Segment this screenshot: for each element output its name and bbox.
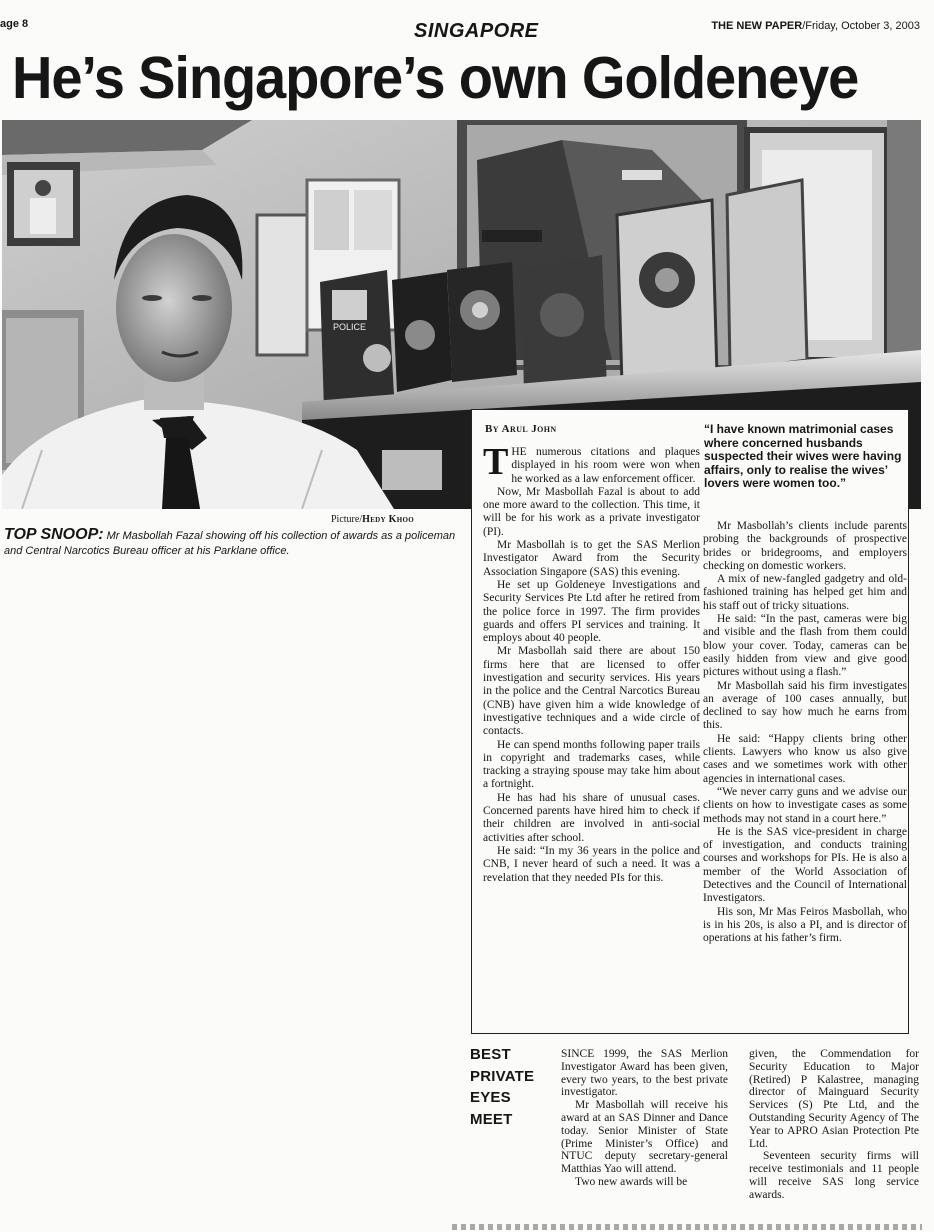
- sidebar-paragraph: Seventeen security firms will receive testimonials and 11 people will receive SAS long service awards.: [749, 1150, 919, 1201]
- article-paragraph: He has had his share of unusual cases. Concerned parents have hired him to check if their children are involved in anti-social activities after school.: [483, 791, 700, 844]
- footer-rule: [452, 1224, 922, 1230]
- article-column-2: [703, 520, 907, 946]
- sidebar-title-line: BEST: [470, 1046, 511, 1063]
- sidebar-paragraph: Mr Masbollah will receive his award at an SAS Dinner and Dance today. Senior Minister of State (Prime Minister’s Office) and NTUC deputy secretary-general Matthias Yao will attend.: [561, 1099, 728, 1176]
- article-paragraph: Mr Masbollah said there are about 150 firms here that are licensed to offer investigation and security services. His years in the police and the Central Narcotics Bureau (CNB) have given him a wide knowledge of investigative techniques and a wide circle of contacts.: [483, 645, 700, 738]
- section-label: SINGAPORE: [414, 20, 539, 42]
- article-column-1: [483, 441, 700, 885]
- article-paragraph: Mr Masbollah said his firm investigates an average of 100 cases annually, but declined to say how much he earns from this.: [703, 679, 907, 732]
- photo-credit-name: Hedy Khoo: [362, 514, 414, 525]
- caption-text: Mr Masbollah Fazal showing off his collection of awards as a policeman and Central Narcotics Bureau officer at his Parklane office.: [4, 530, 456, 557]
- plaque-text: POLICE: [333, 322, 367, 332]
- sidebar-title: [470, 1044, 550, 1130]
- sidebar-paragraph: SINCE 1999, the SAS Merlion Investigator Award has been given, every two years, to the best private investigator.: [561, 1048, 728, 1099]
- article-paragraph: He said: “Happy clients bring other clients. Lawyers who know us also give cases and we sometimes work with other agencies in international cases.: [703, 732, 907, 785]
- article-paragraph: Now, Mr Masbollah Fazal is about to add one more award to the collection. This time, it will be for his work as a private investigator (PI).: [483, 485, 700, 538]
- article-paragraph: “We never carry guns and we advise our clients on how to investigate cases as some methods may not stand in a court here.”: [703, 785, 907, 825]
- pull-quote: “I have known matrimonial cases where concerned husbands suspected their wives were having affairs, only to realise the wives’ lovers were women too.”: [704, 422, 902, 490]
- caption-lead: TOP SNOOP:: [4, 526, 104, 543]
- article-paragraph: He said: “In the past, cameras were big and visible and the flash from them could blow your cover. Today, cameras can be easily hidden from view and give good pictures without using a flash.”: [703, 613, 907, 679]
- article-paragraph: A mix of new-fangled gadgetry and old-fashioned training has helped get him and his staff out of tricky situations.: [703, 573, 907, 612]
- article-paragraph: Mr Masbollah is to get the SAS Merlion Investigator Award from the Security Association Singapore (SAS) this evening.: [483, 539, 700, 578]
- byline-name: Arul John: [501, 423, 557, 435]
- article-paragraph: He said: “In my 36 years in the police and CNB, I never heard of such a need. It was a revelation that they needed PIs for this.: [483, 844, 700, 884]
- byline: [485, 423, 557, 435]
- headline: He’s Singapore’s own Goldeneye: [12, 45, 859, 111]
- dropcap: T: [483, 441, 509, 483]
- article-paragraph-text: HE numerous citations and plaques displayed in his room were won when he worked as a law enforcement officer.: [511, 446, 700, 485]
- article-paragraph: [483, 441, 700, 486]
- article-paragraph: His son, Mr Mas Feiros Masbollah, who is in his 20s, is also a PI, and is director of operations at his father’s firm.: [703, 905, 907, 945]
- sidebar-title-line: EYES: [470, 1089, 511, 1106]
- publication-name: THE NEW PAPER: [711, 20, 803, 32]
- photo-caption: [4, 527, 456, 559]
- sidebar-title-line: PRIVATE: [470, 1067, 535, 1085]
- article-paragraph: He can spend months following paper trails in copyright and trademarks cases, while tracking a straying spouse may take him about a fortnight.: [483, 738, 700, 791]
- sidebar-paragraph: given, the Commendation for Security Education to Major (Retired) P Kalastree, managing director of Mainguard Security Services (S) Pte Ltd, and the Outstanding Security Agency of The Year to APRO Asian Protection Pte Ltd.: [749, 1048, 919, 1150]
- publication-date: /Friday, October 3, 2003: [802, 20, 920, 32]
- byline-prefix: By: [485, 423, 499, 435]
- article-paragraph: Mr Masbollah’s clients include parents probing the backgrounds of prospective brides or bridegrooms, and employers checking on domestic workers.: [703, 520, 907, 572]
- sidebar-column-1: [561, 1048, 728, 1189]
- page-number: age 8: [0, 18, 29, 30]
- sidebar-column-2: [749, 1048, 919, 1202]
- sidebar-title-line: MEET: [470, 1110, 513, 1128]
- article-paragraph: He set up Goldeneye Investigations and Security Services Pte Ltd after he retired from the police force in 1997. The firm provides guards and offers PI services and training. It employs about 40 people.: [483, 578, 700, 645]
- photo-credit: [331, 514, 414, 525]
- article-paragraph: He is the SAS vice-president in charge of investigation, and conducts training courses and workshops for PIs. He is also a member of the World Association of Detectives and the Council of International Investigators.: [703, 825, 907, 905]
- sidebar-paragraph: Two new awards will be: [575, 1175, 688, 1188]
- photo-credit-label: Picture/: [331, 514, 363, 525]
- dateline: [711, 20, 920, 32]
